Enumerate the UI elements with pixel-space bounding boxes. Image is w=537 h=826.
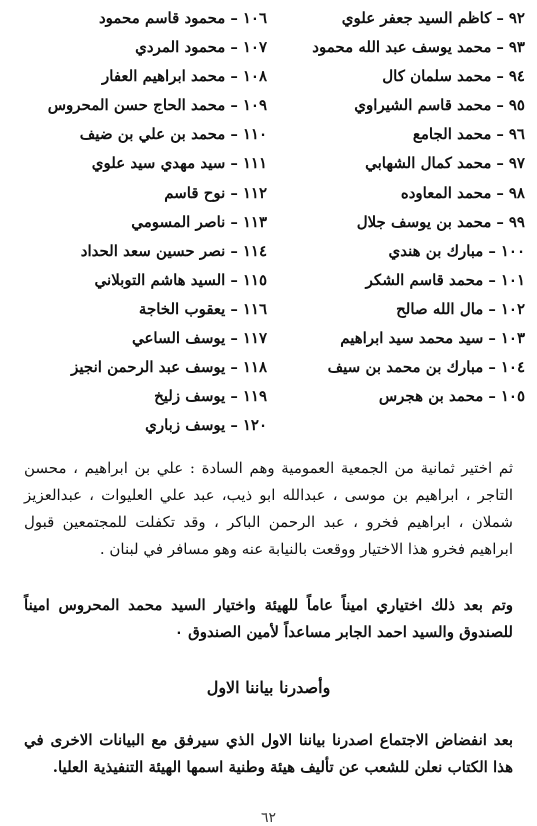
list-item: ١٢٠–يوسف زباري [145, 416, 267, 435]
list-item: ١١١–سيد مهدي سيد علوي [91, 154, 267, 173]
list-item: ١٠٢–مال الله صالح [396, 299, 525, 318]
list-item: ٩٢–كاظم السيد جعفر علوي [341, 9, 525, 27]
officers-paragraph: وتم بعد ذلك اختياري اميناً عاماً للهيئة واختيار السيد محمد المحروس اميناً للصندوق والسيد احمد الجابر مساعداً لأمين الصندوق ٠ [24, 596, 513, 641]
members-column-right [290, 4, 525, 411]
list-item: ٩٥–محمد قاسم الشيراوي [354, 96, 525, 115]
list-item: ١١٢–نوح قاسم [164, 183, 267, 202]
list-item: ٩٣–محمد يوسف عبد الله محمود [312, 38, 525, 57]
list-item: ١٠٨–محمد ابراهيم العفار [102, 67, 267, 86]
list-item: ١١٠–محمد بن علي بن ضيف [79, 125, 267, 144]
list-item: ٩٦–محمد الجامع [412, 125, 525, 144]
page-number: ٦٢ [260, 810, 277, 826]
list-item: ١١٣–ناصر المسومي [131, 212, 267, 231]
section-heading: وأصدرنا بياننا الاول [206, 678, 331, 697]
list-item: ١١٥–السيد هاشم التوبلاني [94, 270, 267, 289]
list-item: ١٠٥–محمد بن هجرس [378, 387, 525, 406]
list-item: ١١٦–يعقوب الخاجة [138, 299, 267, 318]
list-item: ٩٨–محمد المعاوده [400, 183, 525, 202]
list-item: ١٠٩–محمد الحاج حسن المحروس [47, 96, 267, 115]
list-item: ١٠٣–سيد محمد سيد ابراهيم [340, 329, 525, 348]
list-item: ١٠١–محمد قاسم الشكر [365, 270, 525, 289]
members-list [0, 4, 537, 440]
list-item: ١٠٧–محمود المردي [135, 38, 267, 57]
list-item: ١٠٤–مبارك بن محمد بن سيف [327, 358, 525, 377]
list-item: ١١٩–يوسف زليخ [154, 387, 267, 406]
list-item: ١٠٦–محمود قاسم محمود [98, 9, 267, 27]
list-item: ٩٤–محمد سلمان كال [382, 67, 525, 86]
list-item: ١١٨–يوسف عبد الرحمن انجيز [71, 358, 267, 377]
list-item: ١١٧–يوسف الساعي [131, 329, 267, 348]
list-item: ١١٤–نصر حسين سعد الحداد [80, 241, 267, 260]
list-item: ٩٧–محمد كمال الشهابي [365, 154, 525, 173]
members-column-left [7, 4, 267, 440]
list-item: ٩٩–محمد بن يوسف جلال [356, 212, 525, 231]
list-item: ١٠٠–مبارك بن هندي [388, 241, 525, 260]
committee-selection-paragraph: ثم اختير ثمانية من الجمعية العمومية وهم السادة : علي بن ابراهيم ، محسن التاجر ، ابراهيم بن موسى ، عبدالله ابو ذيب، عبد علي العليوات ، عبدالعزيز شملان ، ابراهيم فخرو ، عبد الرحمن الباكر ، وقد تكفلت للمجتمعين قبول ابراهيم فخرو هذا الاختيار ووقعت بالنيابة عنه وهو مسافر في لبنان . [24, 459, 513, 558]
first-statement-paragraph: بعد انفضاض الاجتماع اصدرنا بياننا الاول الذي سيرفق مع البيانات الاخرى في هذا الكتاب نعلن للشعب عن تأليف هيئة وطنية اسمها الهيئة التنفيذية العليا. [24, 731, 513, 776]
